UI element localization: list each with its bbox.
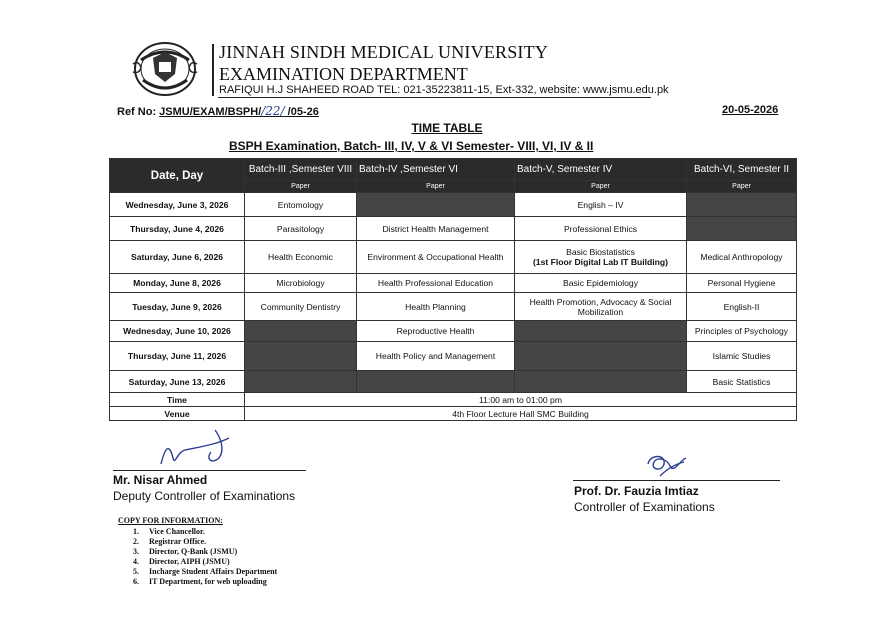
paper-cell: Entomology bbox=[245, 193, 357, 217]
paper-cell: Medical Anthropology bbox=[687, 241, 797, 274]
paper-cell: Health Policy and Management bbox=[357, 342, 515, 371]
paper-cell: Parasitology bbox=[245, 217, 357, 241]
venue-row bbox=[110, 407, 797, 421]
row-date: Tuesday, June 9, 2026 bbox=[110, 293, 245, 321]
table-row bbox=[110, 274, 797, 293]
blocked-cell bbox=[515, 342, 687, 371]
letterhead-divider bbox=[212, 44, 214, 96]
paper-cell: Principles of Psychology bbox=[687, 321, 797, 342]
signature-fauzia-imtiaz-icon bbox=[640, 450, 700, 480]
university-seal-icon bbox=[131, 40, 199, 98]
paper-cell: Reproductive Health bbox=[357, 321, 515, 342]
blocked-cell bbox=[245, 371, 357, 393]
signatory-title: Deputy Controller of Examinations bbox=[113, 489, 296, 503]
venue-label: Venue bbox=[110, 407, 245, 421]
blocked-cell bbox=[687, 217, 797, 241]
list-item: 4. Director, AIPH (JSMU) bbox=[133, 557, 230, 566]
reference-number bbox=[117, 104, 319, 118]
signature-nisar-ahmed-icon bbox=[155, 428, 245, 468]
paper-cell: Basic Epidemiology bbox=[515, 274, 687, 293]
paper-cell: English-II bbox=[687, 293, 797, 321]
document-date: 20-05-2026 bbox=[722, 104, 779, 116]
paper-subheader: Paper bbox=[687, 181, 797, 193]
paper-cell: Environment & Occupational Health bbox=[357, 241, 515, 274]
time-value: 11:00 am to 01:00 pm bbox=[245, 393, 797, 407]
blocked-cell bbox=[515, 371, 687, 393]
batch-header: Batch-VI, Semester II bbox=[687, 159, 797, 181]
department-name: EXAMINATION DEPARTMENT bbox=[219, 64, 468, 84]
university-name: JINNAH SINDH MEDICAL UNIVERSITY bbox=[219, 42, 549, 62]
row-date: Monday, June 8, 2026 bbox=[110, 274, 245, 293]
paper-cell: Health Promotion, Advocacy & Social Mobilization bbox=[515, 293, 687, 321]
table-row bbox=[110, 193, 797, 217]
paper-subheader: Paper bbox=[245, 181, 357, 193]
paper-cell: Islamic Studies bbox=[687, 342, 797, 371]
list-item: 1. Vice Chancellor. bbox=[133, 527, 205, 536]
date-day-header: Date, Day bbox=[110, 159, 245, 193]
table-row bbox=[110, 321, 797, 342]
table-row bbox=[110, 241, 797, 274]
row-date: Thursday, June 11, 2026 bbox=[110, 342, 245, 371]
signatory-name: Mr. Nisar Ahmed bbox=[113, 473, 208, 487]
paper-cell: Health Economic bbox=[245, 241, 357, 274]
ref-label: Ref No: bbox=[117, 106, 157, 118]
blocked-cell bbox=[245, 342, 357, 371]
address-line: RAFIQUI H.J SHAHEED ROAD TEL: 021-35223811-15, Ext-332, website: www.jsmu.edu.pk bbox=[219, 84, 669, 96]
list-item: 3. Director, Q-Bank (JSMU) bbox=[133, 547, 238, 556]
ref-prefix: JSMU/EXAM/BSPH/ bbox=[159, 106, 262, 118]
page-title: TIME TABLE bbox=[411, 121, 483, 135]
time-label: Time bbox=[110, 393, 245, 407]
ref-suffix: /05-26 bbox=[284, 106, 319, 118]
table-row bbox=[110, 371, 797, 393]
row-date: Saturday, June 13, 2026 bbox=[110, 371, 245, 393]
venue-note: (1st Floor Digital Lab IT Building) bbox=[532, 257, 669, 267]
blocked-cell bbox=[357, 193, 515, 217]
paper-name: Basic Biostatistics bbox=[566, 247, 635, 257]
list-item: 6. IT Department, for web uploading bbox=[133, 577, 267, 586]
row-date: Thursday, June 4, 2026 bbox=[110, 217, 245, 241]
paper-cell: Professional Ethics bbox=[515, 217, 687, 241]
paper-cell: English – IV bbox=[515, 193, 687, 217]
paper-cell: Microbiology bbox=[245, 274, 357, 293]
blocked-cell bbox=[515, 321, 687, 342]
list-item: 5. Incharge Student Affairs Department bbox=[133, 567, 278, 576]
paper-cell: Health Professional Education bbox=[357, 274, 515, 293]
letterhead-underline bbox=[218, 97, 651, 98]
row-date: Saturday, June 6, 2026 bbox=[110, 241, 245, 274]
table-row bbox=[110, 293, 797, 321]
timetable bbox=[109, 158, 797, 421]
blocked-cell bbox=[245, 321, 357, 342]
copy-heading: COPY FOR INFORMATION: bbox=[118, 516, 223, 525]
page-subtitle: BSPH Examination, Batch- III, IV, V & VI Semester- VIII, VI, IV & II bbox=[229, 139, 594, 153]
batch-header: Batch-V, Semester IV bbox=[515, 159, 687, 181]
paper-subheader: Paper bbox=[357, 181, 515, 193]
blocked-cell bbox=[687, 193, 797, 217]
batch-header: Batch-IV ,Semester VI bbox=[357, 159, 515, 181]
time-row bbox=[110, 393, 797, 407]
paper-cell: District Health Management bbox=[357, 217, 515, 241]
table-row bbox=[110, 342, 797, 371]
ref-handwritten: /22/ bbox=[261, 104, 285, 118]
paper-cell: Basic Statistics bbox=[687, 371, 797, 393]
row-date: Wednesday, June 3, 2026 bbox=[110, 193, 245, 217]
signature-line bbox=[113, 470, 306, 471]
list-item: 2. Registrar Office. bbox=[133, 537, 207, 546]
table-row bbox=[110, 217, 797, 241]
venue-value: 4th Floor Lecture Hall SMC Building bbox=[245, 407, 797, 421]
blocked-cell bbox=[357, 371, 515, 393]
paper-cell: Personal Hygiene bbox=[687, 274, 797, 293]
signature-line bbox=[573, 480, 780, 481]
signatory-title: Controller of Examinations bbox=[574, 500, 715, 514]
signatory-name: Prof. Dr. Fauzia Imtiaz bbox=[574, 484, 699, 498]
paper-subheader: Paper bbox=[515, 181, 687, 193]
paper-cell bbox=[515, 241, 687, 274]
paper-cell: Health Planning bbox=[357, 293, 515, 321]
batch-header: Batch-III ,Semester VIII bbox=[245, 159, 357, 181]
copy-for-information bbox=[118, 516, 277, 587]
row-date: Wednesday, June 10, 2026 bbox=[110, 321, 245, 342]
paper-cell: Community Dentistry bbox=[245, 293, 357, 321]
